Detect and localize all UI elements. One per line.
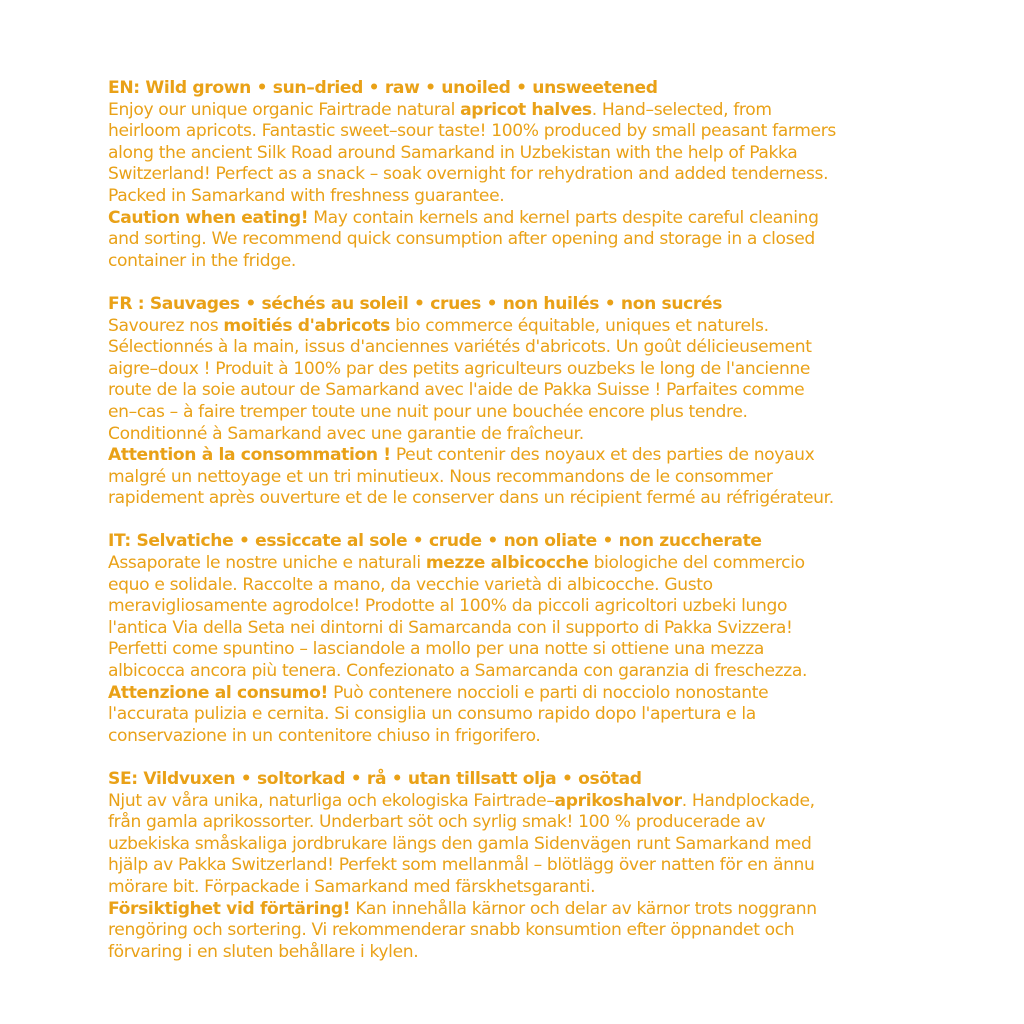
caution-label: Attention à la consommation ! <box>108 445 391 466</box>
caution-line: Försiktighet vid förtäring! Kan innehålla kärnor och delar av kärnor trots noggrann <box>108 898 817 919</box>
section-heading: EN: Wild grown • sun–dried • raw • unoiled • unsweetened <box>108 78 658 98</box>
body-line: hjälp av Pakka Switzerland! Perfekt som mellanmål – blötlägg över natten för en ännu <box>108 855 815 876</box>
caution-line: Attenzione al consumo! Può contenere noccioli e parti di nocciolo nonostante <box>108 682 769 703</box>
caution-label: Försiktighet vid förtäring! <box>108 898 351 919</box>
body-line: heirloom apricots. Fantastic sweet–sour taste! 100% produced by small peasant farmers <box>108 121 836 142</box>
body-line: Conditionné à Samarkand avec une garantie de fraîcheur. <box>108 423 584 444</box>
caution-label: Attenzione al consumo! <box>108 682 328 703</box>
section-en <box>108 78 1008 272</box>
product-name: apricot halves <box>460 99 592 120</box>
product-name: aprikoshalvor <box>554 790 682 811</box>
body-line: uzbekiska småskaliga jordbrukare längs den gamla Sidenvägen runt Samarkand med <box>108 833 812 854</box>
body-line: en–cas – à faire tremper toute une nuit pour une bouchée encore plus tendre. <box>108 401 748 422</box>
caution-line: Caution when eating! May contain kernels and kernel parts despite careful cleaning <box>108 207 819 228</box>
caution-label: Caution when eating! <box>108 207 309 228</box>
body-line: equo e solidale. Raccolte a mano, da vecchie varietà di albicocche. Gusto <box>108 574 713 595</box>
caution-line: Attention à la consommation ! Peut contenir des noyaux et des parties de noyaux <box>108 445 815 466</box>
body-line: Enjoy our unique organic Fairtrade natural apricot halves. Hand–selected, from <box>108 99 772 120</box>
section-heading: SE: Vildvuxen • soltorkad • rå • utan tillsatt olja • osötad <box>108 769 642 789</box>
section-se <box>108 769 1008 963</box>
caution-line: rapidement après ouverture et de le conserver dans un récipient fermé au réfrigérateur. <box>108 488 834 509</box>
caution-line: rengöring och sortering. Vi rekommenderar snabb konsumtion efter öppnandet och <box>108 920 795 941</box>
section-fr <box>108 294 1008 510</box>
caution-line: förvaring i en sluten behållare i kylen. <box>108 941 419 962</box>
body-line: Packed in Samarkand with freshness guarantee. <box>108 185 505 206</box>
body-line: albicocca ancora più tenera. Confezionato a Samarcanda con garanzia di freschezza. <box>108 661 808 682</box>
body-line: l'antica Via della Seta nei dintorni di Samarcanda con il supporto di Pakka Svizzera! <box>108 617 793 638</box>
caution-line: l'accurata pulizia e cernita. Si consiglia un consumo rapido dopo l'apertura e la <box>108 704 756 725</box>
caution-line: conservazione in un contenitore chiuso in frigorifero. <box>108 725 541 746</box>
section-it <box>108 531 1008 747</box>
body-line: aigre–doux ! Produit à 100% par des petits agriculteurs ouzbeks le long de l'ancienne <box>108 358 811 379</box>
product-name: moitiés d'abricots <box>223 315 391 336</box>
body-line: Switzerland! Perfect as a snack – soak overnight for rehydration and added tenderness. <box>108 164 829 185</box>
body-line: från gamla aprikossorter. Underbart söt och syrlig smak! 100 % producerade av <box>108 812 766 833</box>
body-line: Sélectionnés à la main, issus d'anciennes variétés d'abricots. Un goût délicieusement <box>108 337 812 358</box>
section-heading: IT: Selvatiche • essiccate al sole • crude • non oliate • non zuccherate <box>108 531 762 552</box>
caution-line: and sorting. We recommend quick consumption after opening and storage in a closed <box>108 229 815 250</box>
caution-line: container in the fridge. <box>108 250 296 271</box>
body-line: Perfetti come spuntino – lasciandole a mollo per una notte si ottiene una mezza <box>108 639 764 660</box>
body-line: Njut av våra unika, naturliga och ekologiska Fairtrade–aprikoshalvor. Handplockade, <box>108 790 815 811</box>
body-line: meravigliosamente agrodolce! Prodotte al 100% da piccoli agricoltori uzbeki lungo <box>108 596 788 617</box>
body-line: Assaporate le nostre uniche e naturali mezze albicocche biologiche del commercio <box>108 553 805 574</box>
body-line: Savourez nos moitiés d'abricots bio commerce équitable, uniques et naturels. <box>108 315 769 336</box>
body-line: along the ancient Silk Road around Samarkand in Uzbekistan with the help of Pakka <box>108 142 798 163</box>
section-heading: FR : Sauvages • séchés au soleil • crues • non huilés • non sucrés <box>108 293 723 314</box>
body-line: mörare bit. Förpackade i Samarkand med färskhetsgaranti. <box>108 876 596 897</box>
caution-line: malgré un nettoyage et un tri minutieux. Nous recommandons de le consommer <box>108 466 773 487</box>
product-description-document <box>108 78 1008 985</box>
body-line: route de la soie autour de Samarkand avec l'aide de Pakka Suisse ! Parfaites comme <box>108 380 805 401</box>
product-name: mezze albicocche <box>425 553 589 574</box>
